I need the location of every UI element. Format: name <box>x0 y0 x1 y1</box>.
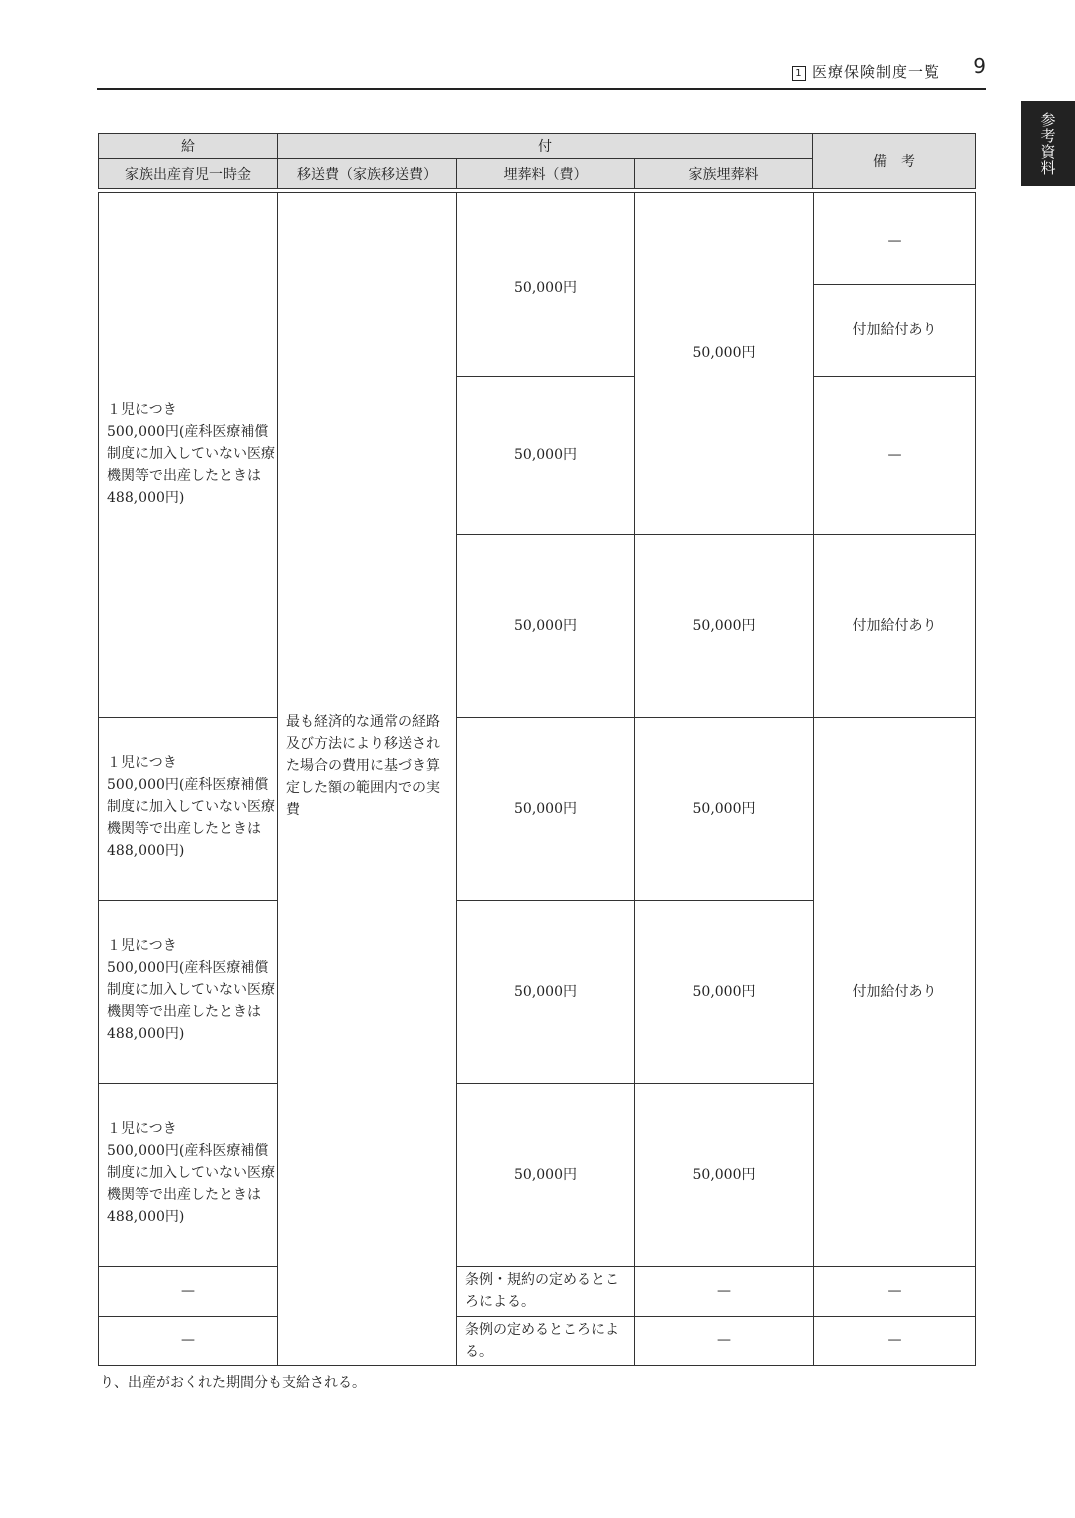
header-col-family-burial: 家族埋葬料 <box>634 158 813 189</box>
remarks-extra-2: 付加給付あり <box>852 618 937 634</box>
childbirth-amount-3: １児につき 500,000円(産科医療補償制度に加入していない医療機関等で出産したときは488,000円) <box>107 938 275 1042</box>
burial-amount-3: 50,000円 <box>514 618 577 634</box>
footnote: り、出産がおくれた期間分も支給される。 <box>100 1375 366 1391</box>
childbirth-amount-1: １児につき 500,000円(産科医療補償制度に加入していない医療機関等で出産したときは488,000円) <box>107 402 275 506</box>
family-burial-dash-2: — <box>717 1332 731 1348</box>
burial-amount-4: 50,000円 <box>514 801 577 817</box>
family-burial-amount-2: 50,000円 <box>692 618 756 634</box>
family-burial-amount-5: 50,000円 <box>692 1167 756 1183</box>
header-group-left: 給 <box>98 133 278 159</box>
childbirth-amount-4: １児につき 500,000円(産科医療補償制度に加入していない医療機関等で出産したときは488,000円) <box>107 1121 275 1225</box>
header-col-childbirth: 家族出産育児一時金 <box>98 158 278 189</box>
remarks-dash-4: — <box>887 1332 902 1348</box>
burial-amount-2: 50,000円 <box>514 447 577 463</box>
section-title-text: 医療保険制度一覧 <box>811 63 940 81</box>
header-col-transport: 移送費（家族移送費） <box>277 158 457 189</box>
remarks-dash-2: — <box>887 447 902 463</box>
burial-amount-1: 50,000円 <box>514 280 577 296</box>
page-number: 9 <box>973 54 986 78</box>
childbirth-amount-2: １児につき 500,000円(産科医療補償制度に加入していない医療機関等で出産したときは488,000円) <box>107 755 275 859</box>
remarks-dash-3: — <box>887 1283 902 1299</box>
burial-amount-6: 50,000円 <box>514 1167 577 1183</box>
side-tab-label: 参考資料 <box>1038 111 1057 176</box>
remarks-dash-1: — <box>887 233 902 249</box>
burial-amount-5: 50,000円 <box>514 984 577 1000</box>
transport-expense-text: 最も経済的な通常の経路及び方法により移送された場合の費用に基づき算定した額の範囲内での実費 <box>286 714 440 818</box>
section-number: 1 <box>792 66 806 81</box>
childbirth-dash-1: — <box>181 1283 195 1299</box>
header-remarks: 備 考 <box>812 133 976 189</box>
remarks-extra-3: 付加給付あり <box>852 984 937 1000</box>
remarks-extra-1: 付加給付あり <box>852 322 937 338</box>
family-burial-amount-4: 50,000円 <box>692 984 756 1000</box>
family-burial-amount-3: 50,000円 <box>692 801 756 817</box>
header-col-burial: 埋葬料（費） <box>456 158 635 189</box>
page-header <box>97 52 986 90</box>
burial-ordinance-only: 条例の定めるところによる。 <box>465 1322 619 1360</box>
header-group-right: 付 <box>277 133 813 159</box>
table-header <box>98 133 976 189</box>
family-burial-amount-1: 50,000円 <box>692 345 756 361</box>
section-title <box>792 61 940 82</box>
family-burial-dash-1: — <box>717 1283 731 1299</box>
reference-side-tab <box>1021 101 1075 186</box>
childbirth-dash-2: — <box>181 1332 195 1348</box>
benefit-table <box>98 192 976 1366</box>
burial-ordinance-rules: 条例・規約の定めるところによる。 <box>465 1272 619 1310</box>
